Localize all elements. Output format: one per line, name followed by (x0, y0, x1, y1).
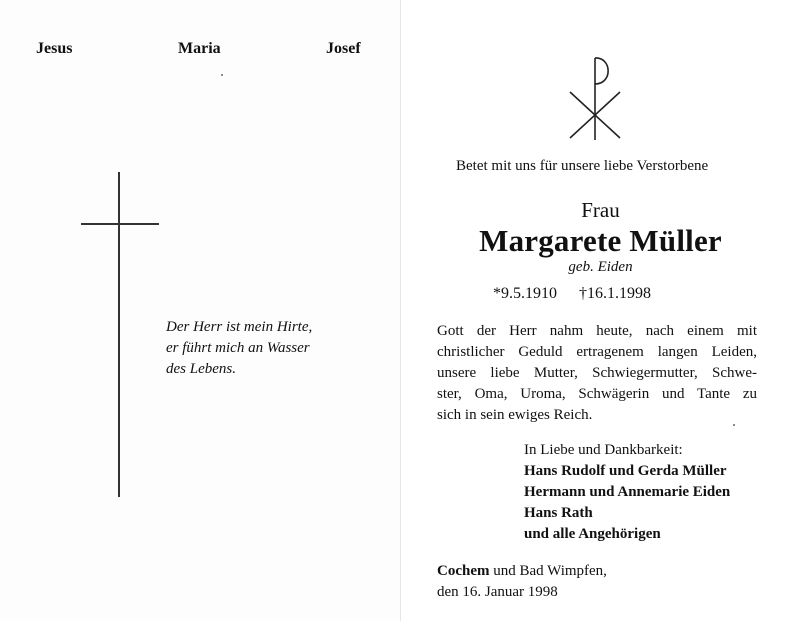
intro-line: Betet mit uns für unsere liebe Verstorbene (456, 158, 709, 174)
print-speck (733, 424, 735, 426)
birth-date: *9.5.1910 (493, 285, 557, 302)
mourner-name: Hans Rath (524, 505, 593, 521)
announcement-line: unsere liebe Mutter, Schwiegermutter, Schwe- (437, 365, 757, 381)
maiden-name: geb. Eiden (568, 259, 633, 275)
psalm-line: Der Herr ist mein Hirte, (166, 319, 313, 335)
closing-phrase: In Liebe und Dankbarkeit: (524, 442, 683, 458)
header-josef: Josef (326, 40, 361, 57)
place-rest: und Bad Wimpfen, (489, 563, 607, 579)
mourner-name: Hermann und Annemarie Eiden (524, 484, 731, 500)
place-date-block (437, 561, 607, 603)
mourners-block (524, 440, 730, 545)
announcement-line: sich in sein ewiges Reich. (437, 407, 593, 423)
mourner-name: Hans Rudolf und Gerda Müller (524, 463, 727, 479)
mourner-name: und alle Angehörigen (524, 526, 661, 542)
life-dates (493, 285, 651, 303)
psalm-line: er führt mich an Wasser (166, 340, 310, 356)
print-speck (221, 74, 223, 76)
cross-horizontal-beam (81, 223, 159, 225)
salutation: Frau (581, 198, 620, 222)
chi-rho-icon (566, 52, 624, 144)
psalm-verse (166, 317, 312, 380)
date-line: den 16. Januar 1998 (437, 584, 558, 600)
announcement-line: Gott der Herr nahm heute, nach einem mit (437, 323, 757, 339)
announcement-line: ster, Oma, Uroma, Schwägerin und Tante zu (437, 386, 757, 402)
place-line (437, 561, 607, 582)
header-maria: Maria (178, 40, 221, 57)
deceased-name: Margarete Müller (479, 223, 722, 258)
psalm-line: des Lebens. (166, 361, 236, 377)
cross-vertical-beam (118, 172, 120, 497)
header-jesus: Jesus (36, 40, 73, 57)
death-date: †16.1.1998 (579, 285, 651, 302)
place-bold: Cochem (437, 563, 490, 579)
announcement-line: christlicher Geduld ertragenem langen Leiden, (437, 344, 757, 360)
announcement-text (437, 321, 757, 426)
